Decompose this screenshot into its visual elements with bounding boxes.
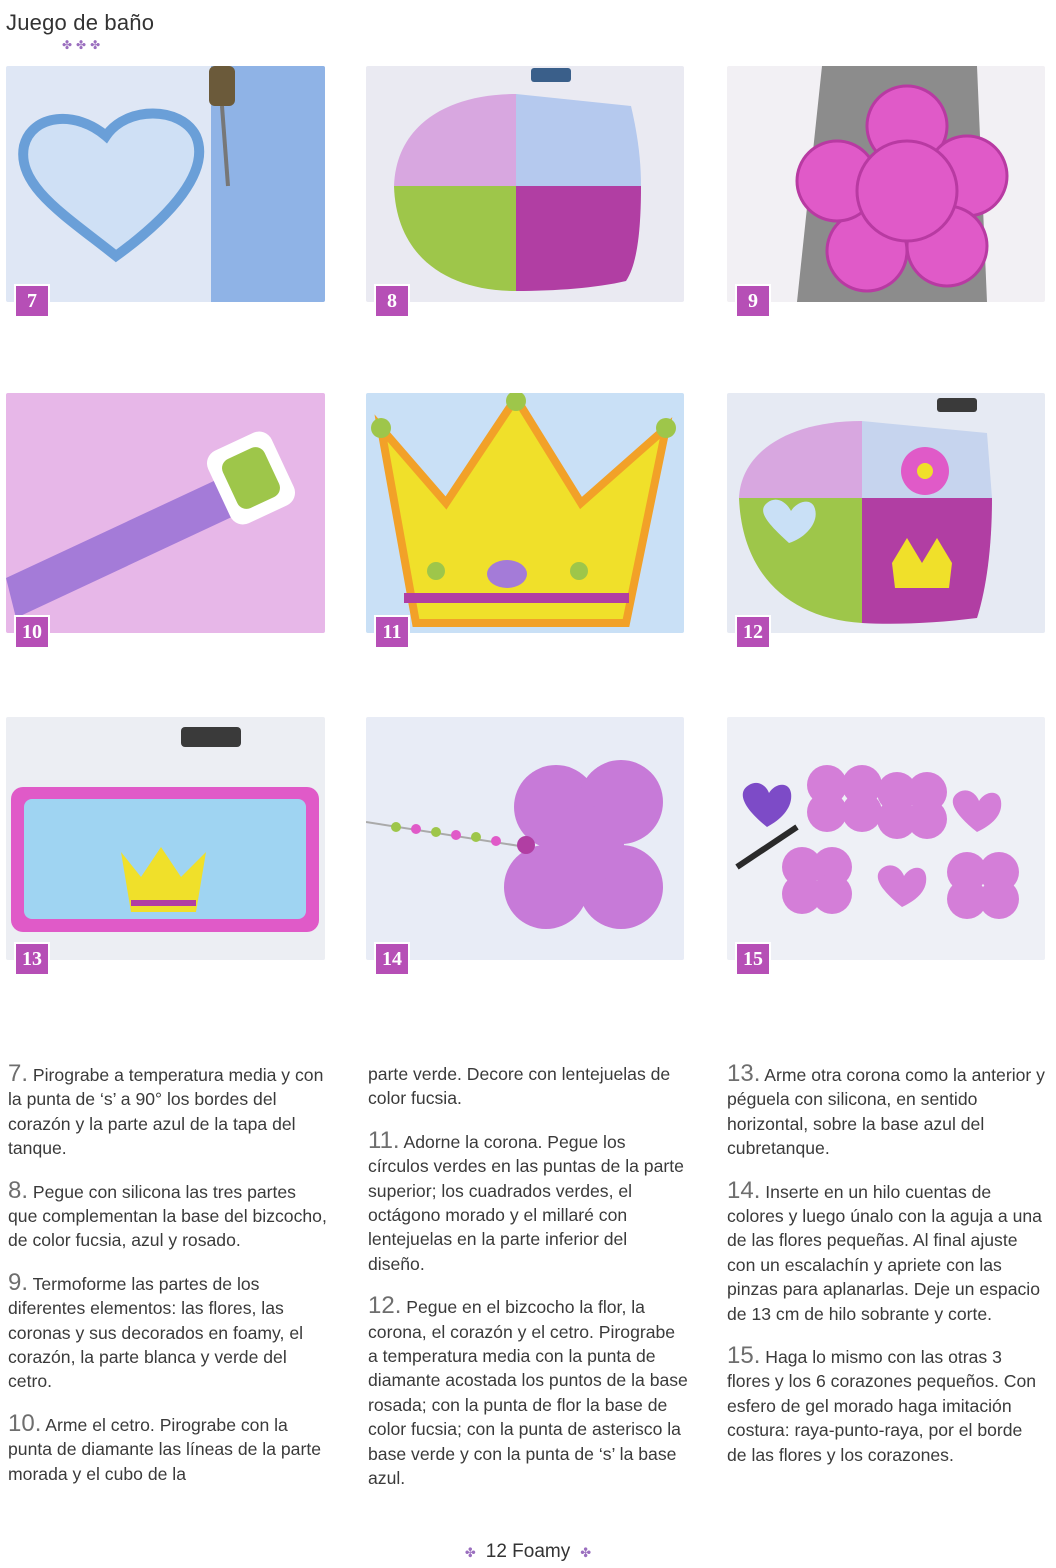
photo-step-14	[366, 717, 684, 960]
step-number: 12.	[368, 1292, 402, 1320]
step-text: Haga lo mismo con las otras 3 flores y los 6 corazones pequeños. Con esfero de gel morado haga imitación costura: raya-punto-raya, por el borde de las flores y los corazones.	[727, 1347, 1037, 1465]
step-text: Termoforme las partes de los diferentes elementos: las flores, las coronas y sus decorados en foamy, el corazón, la parte blanca y verde del cetro.	[8, 1273, 304, 1392]
scepter-illustration	[6, 393, 325, 633]
step-number: 13.	[727, 1060, 761, 1087]
footer-ornament-right: ✤	[580, 1545, 592, 1560]
step-badge: 8	[374, 284, 410, 318]
photo-step-12	[727, 393, 1045, 633]
step-number: 9.	[8, 1268, 29, 1296]
step-number: 10.	[8, 1409, 42, 1437]
step-text: Arme otra corona como la anterior y péguela con silicona, en sentido horizontal, sobre la base azul del cubretanque.	[727, 1065, 1045, 1159]
decorated-base-illustration	[727, 393, 1045, 633]
photo-step-8	[366, 66, 684, 302]
flowers-and-hearts-illustration	[727, 717, 1045, 960]
photo-step-13	[6, 717, 325, 960]
step-number: 15.	[727, 1342, 761, 1370]
step-number: 14.	[727, 1176, 761, 1204]
instruction-step-10-continued	[368, 1062, 688, 1111]
step-badge: 11	[374, 615, 410, 649]
step-badge: 7	[14, 284, 50, 318]
beaded-flower-illustration	[366, 717, 684, 960]
instruction-step-11	[368, 1126, 688, 1276]
photo-step-9	[727, 66, 1045, 302]
instructions-column-1	[8, 1062, 328, 1504]
instructions-column-2	[368, 1062, 688, 1509]
step-badge: 15	[735, 942, 771, 976]
instruction-step-8	[8, 1176, 328, 1253]
step-badge: 12	[735, 615, 771, 649]
photo-step-7	[6, 66, 325, 302]
step-number: 7.	[8, 1060, 29, 1087]
instruction-step-9	[8, 1268, 328, 1394]
step-badge: 10	[14, 615, 50, 649]
crown-illustration	[366, 393, 684, 633]
instruction-step-13	[727, 1062, 1045, 1161]
step-number: 8.	[8, 1176, 29, 1204]
step-text: Pegue con silicona las tres partes que complementan la base del bizcocho, de color fucsia, azul y rosado.	[8, 1181, 327, 1251]
page-footer	[0, 1541, 1056, 1563]
title-ornament: ✤✤✤	[62, 38, 105, 52]
step-badge: 14	[374, 942, 410, 976]
photo-step-15	[727, 717, 1045, 960]
instruction-step-7	[8, 1062, 328, 1161]
instruction-step-14	[727, 1176, 1045, 1326]
step-text: Pegue en el bizcocho la flor, la corona, el corazón y el cetro. Pirograbe a temperatura media con la punta de diamante acostada los puntos de la base rosada; con la punta de flor la base de color fucsia; con la punta de asterisco la base verde y con la punta de ‘s’ la base azul.	[368, 1297, 688, 1489]
flower-thermoform-illustration	[727, 66, 1045, 302]
photo-step-11	[366, 393, 684, 633]
page-header	[6, 10, 155, 52]
cake-base-illustration	[366, 66, 684, 302]
step-text: Adorne la corona. Pegue los círculos verdes en las puntas de la parte superior; los cuadrados verdes, el octágono morado y el millaré con lentejuelas en la parte inferior del diseño.	[368, 1131, 684, 1274]
footer-ornament-left: ✤	[464, 1545, 476, 1560]
step-text: Inserte en un hilo cuentas de colores y luego únalo con la aguja a una de las flores pequeñas. Al final ajuste con un escalachín y apriete con las pinzas para aplanarlas. Deje un espacio de 13 cm de hilo sobrante y corte.	[727, 1181, 1042, 1324]
step-number: 11.	[368, 1126, 400, 1154]
photo-step-10	[6, 393, 325, 633]
page-number: 12 Foamy	[485, 1541, 571, 1562]
step-badge: 13	[14, 942, 50, 976]
step-badge: 9	[735, 284, 771, 318]
instruction-step-10	[8, 1409, 328, 1486]
instruction-step-15	[727, 1344, 1045, 1467]
step-text: Pirograbe a temperatura media y con la punta de ‘s’ a 90° los bordes del corazón y la parte azul de la tapa del tanque.	[8, 1065, 324, 1159]
step-text: Arme el cetro. Pirograbe con la punta de diamante las líneas de la parte morada y el cubo de la	[8, 1414, 321, 1484]
page-title: Juego de baño	[6, 10, 155, 35]
step-text: parte verde. Decore con lentejuelas de color fucsia.	[368, 1064, 671, 1109]
tank-cover-illustration	[6, 717, 325, 960]
heart-pyrography-illustration	[6, 66, 325, 302]
instructions-column-3	[727, 1062, 1045, 1485]
instruction-step-12	[368, 1294, 688, 1490]
